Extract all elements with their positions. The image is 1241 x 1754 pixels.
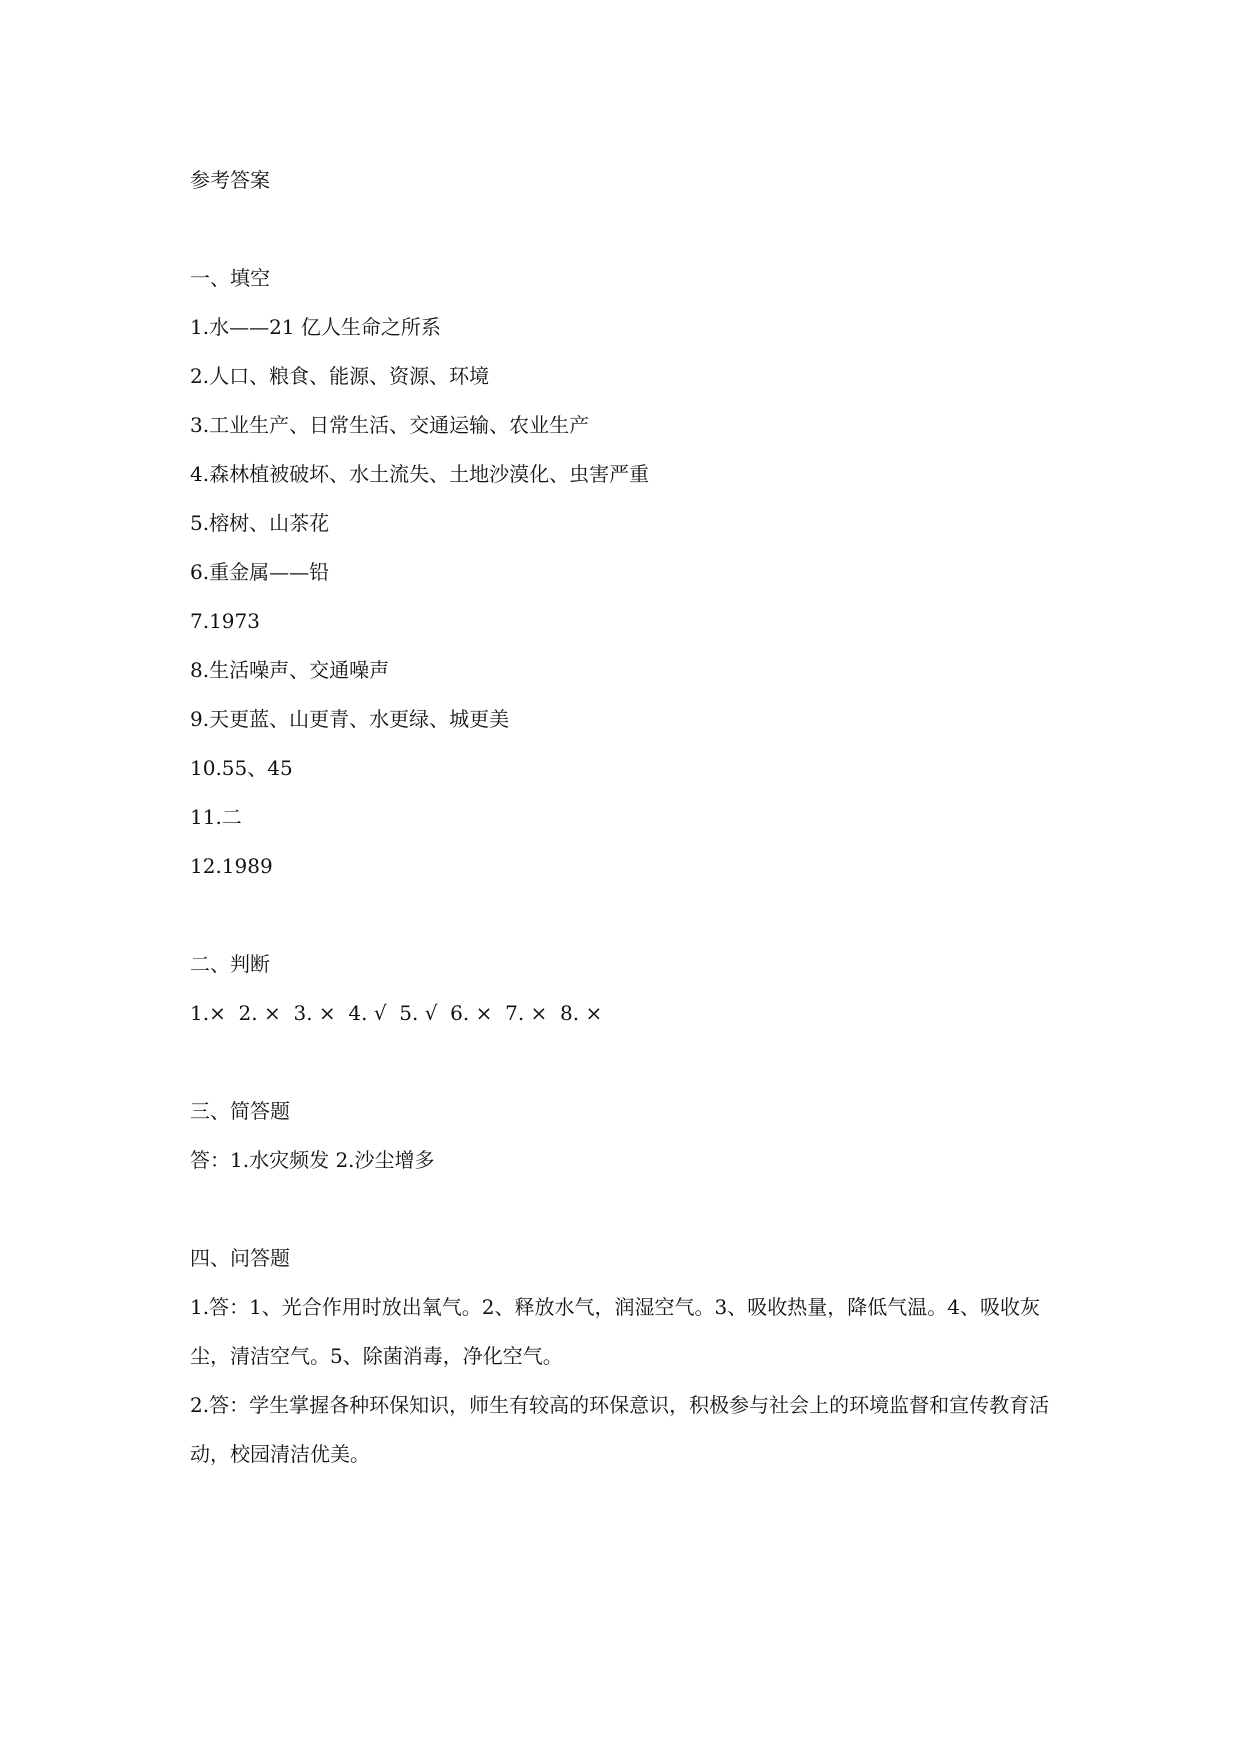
section-heading-fill-blank: 一、填空 — [190, 266, 270, 290]
qa-answer-2: 2.答：学生掌握各种环保知识，师生有较高的环保意识，积极参与社会上的环境监督和宣传教育活动，校园清洁优美。 — [190, 1393, 1050, 1466]
fill-blank-answer-3: 3.工业生产、日常生活、交通运输、农业生产 — [190, 413, 590, 437]
true-false-answers: 1.× 2. × 3. × 4. √ 5. √ 6. × 7. × 8. × — [190, 1001, 603, 1025]
fill-blank-answer-1: 1.水——21 亿人生命之所系 — [190, 315, 441, 339]
fill-blank-answer-9: 9.天更蓝、山更青、水更绿、城更美 — [190, 707, 510, 731]
fill-blank-answer-6: 6.重金属——铅 — [190, 560, 330, 584]
spacer — [190, 1185, 1070, 1234]
spacer — [190, 1038, 1070, 1087]
fill-blank-answer-8: 8.生活噪声、交通噪声 — [190, 658, 390, 682]
qa-answer-1: 1.答：1、光合作用时放出氧气。2、释放水气，润湿空气。3、吸收热量，降低气温。4、吸收灰尘，清洁空气。5、除菌消毒，净化空气。 — [190, 1295, 1040, 1368]
short-answer: 答：1.水灾频发 2.沙尘增多 — [190, 1148, 435, 1172]
spacer — [190, 891, 1070, 940]
fill-blank-answer-7: 7.1973 — [190, 609, 260, 633]
spacer — [190, 205, 1070, 254]
fill-blank-answer-11: 11.二 — [190, 805, 242, 829]
fill-blank-answer-5: 5.榕树、山茶花 — [190, 511, 330, 535]
section-heading-qa: 四、问答题 — [190, 1246, 290, 1270]
fill-blank-answer-12: 12.1989 — [190, 854, 273, 878]
answer-content — [190, 156, 1070, 1479]
section-heading-true-false: 二、判断 — [190, 952, 270, 976]
fill-blank-answer-10: 10.55、45 — [190, 756, 293, 780]
fill-blank-answer-4: 4.森林植被破坏、水土流失、土地沙漠化、虫害严重 — [190, 462, 650, 486]
section-heading-short-answer: 三、简答题 — [190, 1099, 290, 1123]
page-title: 参考答案 — [190, 168, 270, 192]
fill-blank-answer-2: 2.人口、粮食、能源、资源、环境 — [190, 364, 490, 388]
